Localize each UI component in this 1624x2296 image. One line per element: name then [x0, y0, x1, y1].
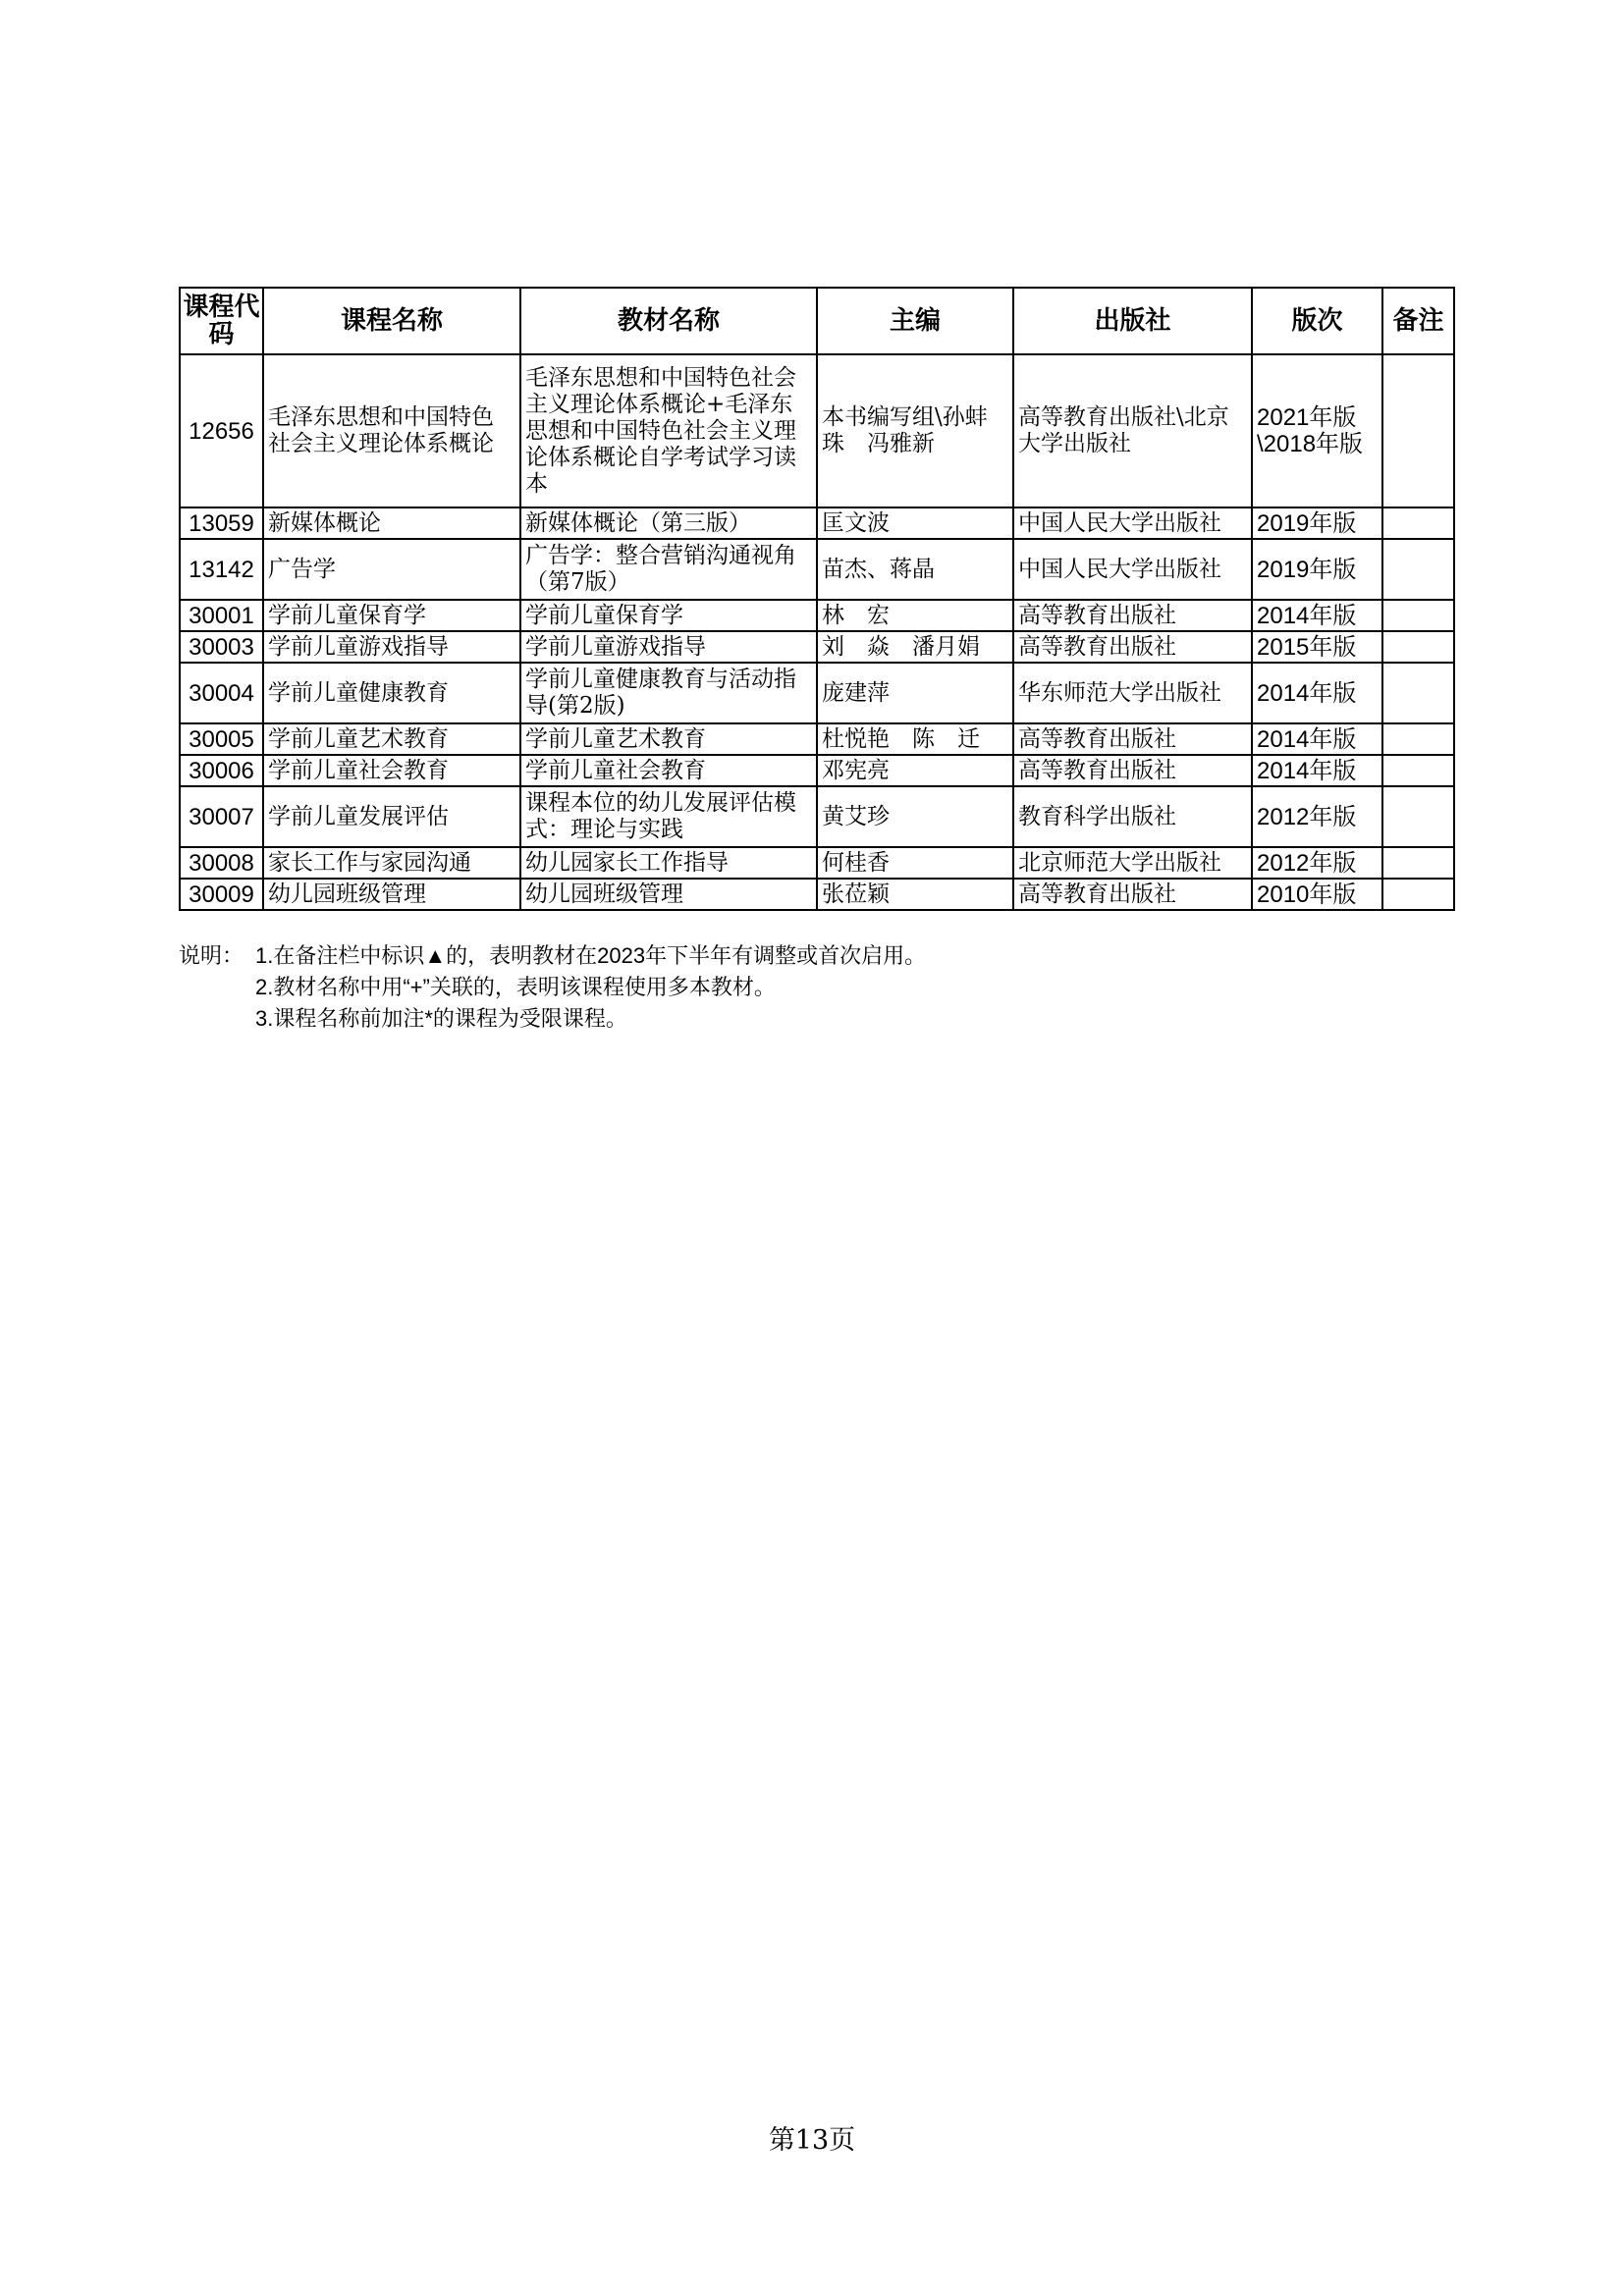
course-code-cell: 30009	[180, 879, 263, 910]
course-name-cell: 广告学	[263, 539, 520, 600]
textbook-name-cell: 毛泽东思想和中国特色社会主义理论体系概论+毛泽东思想和中国特色社会主义理论体系概论自学考试学习读本	[520, 354, 817, 507]
remarks-cell	[1382, 879, 1454, 910]
textbook-name-cell: 学前儿童保育学	[520, 600, 817, 631]
edition-cell: 2014年版	[1252, 723, 1382, 755]
course-code-cell: 12656	[180, 354, 263, 507]
publisher-cell: 北京师范大学出版社	[1013, 847, 1252, 879]
edition-cell: 2014年版	[1252, 600, 1382, 631]
table-row	[180, 354, 1454, 507]
header-publisher: 出版社	[1013, 288, 1252, 354]
editor-cell: 何桂香	[817, 847, 1013, 879]
header-chief-editor: 主编	[817, 288, 1013, 354]
note-line	[179, 1003, 926, 1035]
publisher-cell: 教育科学出版社	[1013, 786, 1252, 847]
publisher-cell: 高等教育出版社	[1013, 755, 1252, 786]
editor-cell: 刘 焱 潘月娟	[817, 631, 1013, 663]
editor-cell: 林 宏	[817, 600, 1013, 631]
course-name-cell: 新媒体概论	[263, 507, 520, 539]
header-course-name: 课程名称	[263, 288, 520, 354]
textbook-name-cell: 新媒体概论（第三版）	[520, 507, 817, 539]
course-textbook-table	[179, 287, 1455, 911]
course-code-cell: 30007	[180, 786, 263, 847]
course-code-cell: 30005	[180, 723, 263, 755]
page-number: 第13页	[768, 2125, 856, 2156]
course-name-cell: 学前儿童社会教育	[263, 755, 520, 786]
textbook-name-cell: 学前儿童艺术教育	[520, 723, 817, 755]
edition-cell: 2012年版	[1252, 786, 1382, 847]
note-line	[179, 972, 926, 1003]
edition-cell: 2015年版	[1252, 631, 1382, 663]
course-name-cell: 学前儿童发展评估	[263, 786, 520, 847]
course-name-cell: 学前儿童健康教育	[263, 663, 520, 723]
remarks-cell	[1382, 354, 1454, 507]
editor-cell: 匡文波	[817, 507, 1013, 539]
publisher-cell: 高等教育出版社\北京大学出版社	[1013, 354, 1252, 507]
course-code-cell: 13059	[180, 507, 263, 539]
publisher-cell: 高等教育出版社	[1013, 631, 1252, 663]
remarks-cell	[1382, 507, 1454, 539]
edition-cell: 2019年版	[1252, 507, 1382, 539]
textbook-name-cell: 课程本位的幼儿发展评估模式：理论与实践	[520, 786, 817, 847]
course-code-cell: 30006	[180, 755, 263, 786]
edition-cell: 2021年版\2018年版	[1252, 354, 1382, 507]
course-code-cell: 30001	[180, 600, 263, 631]
table-row	[180, 507, 1454, 539]
table-row	[180, 847, 1454, 879]
edition-cell: 2019年版	[1252, 539, 1382, 600]
header-remarks: 备注	[1382, 288, 1454, 354]
course-name-cell: 毛泽东思想和中国特色社会主义理论体系概论	[263, 354, 520, 507]
editor-cell: 邓宪亮	[817, 755, 1013, 786]
notes-prefix: 说明：	[179, 943, 244, 968]
course-code-cell: 30008	[180, 847, 263, 879]
note-text: 2.教材名称中用“+”关联的，表明该课程使用多本教材。	[255, 975, 776, 999]
header-edition: 版次	[1252, 288, 1382, 354]
remarks-cell	[1382, 600, 1454, 631]
editor-cell: 本书编写组\孙蚌珠 冯雅新	[817, 354, 1013, 507]
course-name-cell: 学前儿童保育学	[263, 600, 520, 631]
edition-cell: 2010年版	[1252, 879, 1382, 910]
course-name-cell: 学前儿童游戏指导	[263, 631, 520, 663]
header-course-code: 课程代码	[180, 288, 263, 354]
edition-cell: 2014年版	[1252, 663, 1382, 723]
table-row	[180, 631, 1454, 663]
note-line	[179, 940, 926, 972]
course-name-cell: 幼儿园班级管理	[263, 879, 520, 910]
remarks-cell	[1382, 663, 1454, 723]
table-header-row	[180, 288, 1454, 354]
remarks-cell	[1382, 631, 1454, 663]
textbook-name-cell: 学前儿童游戏指导	[520, 631, 817, 663]
note-text: 1.在备注栏中标识▲的，表明教材在2023年下半年有调整或首次启用。	[255, 943, 927, 968]
course-code-cell: 30004	[180, 663, 263, 723]
editor-cell: 庞建萍	[817, 663, 1013, 723]
edition-cell: 2014年版	[1252, 755, 1382, 786]
publisher-cell: 高等教育出版社	[1013, 600, 1252, 631]
table-row	[180, 879, 1454, 910]
textbook-name-cell: 幼儿园班级管理	[520, 879, 817, 910]
textbook-name-cell: 学前儿童健康教育与活动指导(第2版)	[520, 663, 817, 723]
remarks-cell	[1382, 539, 1454, 600]
table-row	[180, 755, 1454, 786]
editor-cell: 杜悦艳 陈 迁	[817, 723, 1013, 755]
editor-cell: 张莅颖	[817, 879, 1013, 910]
course-name-cell: 家长工作与家园沟通	[263, 847, 520, 879]
textbook-name-cell: 广告学：整合营销沟通视角（第7版）	[520, 539, 817, 600]
table-row	[180, 539, 1454, 600]
table-row	[180, 663, 1454, 723]
remarks-cell	[1382, 723, 1454, 755]
publisher-cell: 中国人民大学出版社	[1013, 539, 1252, 600]
editor-cell: 苗杰、蒋晶	[817, 539, 1013, 600]
editor-cell: 黄艾珍	[817, 786, 1013, 847]
table-row	[180, 723, 1454, 755]
header-textbook-name: 教材名称	[520, 288, 817, 354]
table-row	[180, 786, 1454, 847]
notes-section	[179, 940, 926, 1035]
course-code-cell: 30003	[180, 631, 263, 663]
textbook-name-cell: 幼儿园家长工作指导	[520, 847, 817, 879]
publisher-cell: 高等教育出版社	[1013, 879, 1252, 910]
note-text: 3.课程名称前加注*的课程为受限课程。	[255, 1006, 627, 1031]
publisher-cell: 华东师范大学出版社	[1013, 663, 1252, 723]
textbook-name-cell: 学前儿童社会教育	[520, 755, 817, 786]
table-row	[180, 600, 1454, 631]
publisher-cell: 高等教育出版社	[1013, 723, 1252, 755]
remarks-cell	[1382, 847, 1454, 879]
publisher-cell: 中国人民大学出版社	[1013, 507, 1252, 539]
course-code-cell: 13142	[180, 539, 263, 600]
remarks-cell	[1382, 786, 1454, 847]
course-name-cell: 学前儿童艺术教育	[263, 723, 520, 755]
edition-cell: 2012年版	[1252, 847, 1382, 879]
remarks-cell	[1382, 755, 1454, 786]
